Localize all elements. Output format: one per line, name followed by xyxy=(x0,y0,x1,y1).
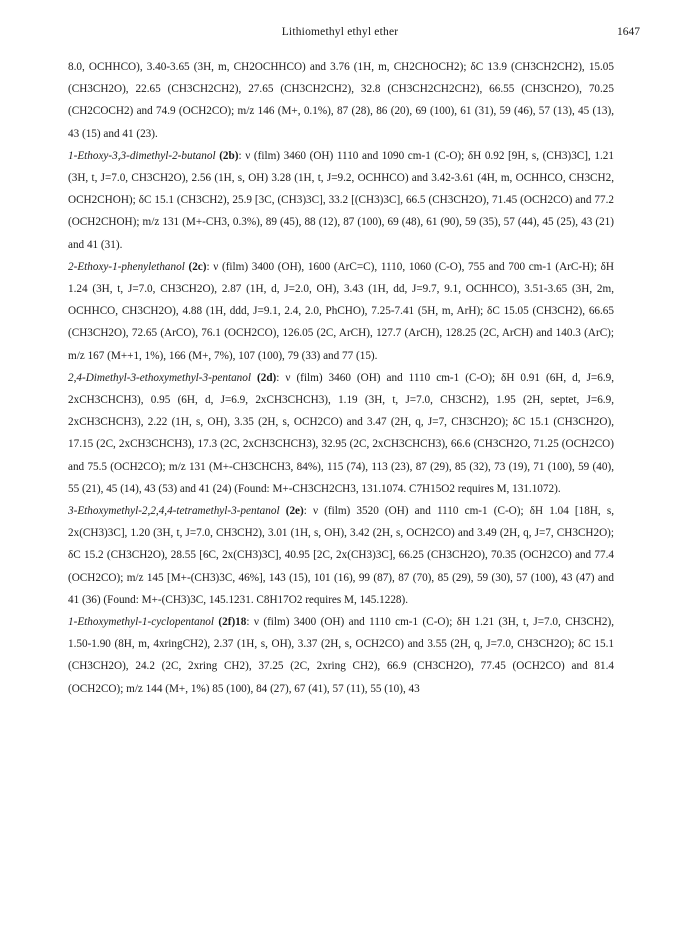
paragraph-text: : ν (film) 3400 (OH) and 1110 cm-1 (C-O); δH 1.21 (3H, t, J=7.0, CH3CH2), 1.50-1.90 (8H, m, 4xringCH2), 2.37 (1H, s, OH), 3.37 (2H, s, OCH2CO) and 3.55 (2H, q, J=7.0, CH3CH2O); δC 15.1 (CH3CH2O), 24.2 (2C, 2xring CH2), 37.25 (2C, 2xring CH2), 66.9 (CH3CH2O), 77.45 (OCH2CO) and 81.4 (OCH2CO); m/z 144 (M+, 1%) 85 (100), 84 (27), 67 (41), 57 (11), 55 (10), 43 xyxy=(68,616,614,695)
compound-code: (2e) xyxy=(285,505,304,518)
paragraph-text: : ν (film) 3520 (OH) and 1110 cm-1 (C-O); δH 1.04 [18H, s, 2x(CH3)3C], 1.20 (3H, t, J=7.0, CH3CH2), 3.01 (1H, s, OH), 3.42 (2H, s, OCH2CO) and 3.49 (2H, q, J=7, CH3CH2O); δC 15.2 (CH3CH2O), 28.55 [6C, 2x(CH3)3C], 40.95 [2C, 2x(CH3)3C], 66.25 (CH3CH2O), 70.35 (OCH2CO) and 77.4 (OCH2CO); m/z 145 [M+-(CH3)3C, 46%], 143 (15), 101 (16), 99 (87), 87 (70), 85 (29), 59 (30), 57 (100), 43 (47) and 41 (36) (Found: M+-(CH3)3C, 145.1231. C8H17O2 requires M, 145.1228). xyxy=(68,505,615,606)
paragraph-text: : ν (film) 3400 (OH), 1600 (ArC=C), 1110, 1060 (C-O), 755 and 700 cm-1 (ArC-H); δH 1.24 (3H, t, J=7.0, CH3CH2O), 2.87 (1H, d, J=2.0, OH), 3.43 (1H, dd, J=9.7, 9.1, OCHHCO), 3.51-3.65 (3H, 2m, OCHHCO, CH3CH2O), 4.88 (1H, ddd, J=9.1, 2.4, 2.0, PhCHO), 7.25-7.41 (5H, m, ArH); δC 15.05 (CH3CH2), 66.65 (CH3CH2O), 72.65 (ArCO), 76.1 (OCH2CO), 126.05 (2C, ArCH), 127.7 (ArCH), 128.25 (2C, ArCH) and 140.3 (ArC); m/z 167 (M++1, 1%), 166 (M+, 7%), 107 (100), 79 (33) and 77 (15). xyxy=(68,260,615,362)
paragraph-compound-2b xyxy=(68,145,614,256)
compound-name: 1-Ethoxy-3,3-dimethyl-2-butanol xyxy=(68,149,216,162)
paragraph-compound-2f xyxy=(68,611,614,700)
compound-name: 2-Ethoxy-1-phenylethanol xyxy=(68,260,185,273)
running-title: Lithiomethyl ethyl ether xyxy=(281,26,399,38)
paragraph-text: : ν (film) 3460 (OH) and 1110 cm-1 (C-O); δH 0.91 (6H, d, J=6.9, 2xCH3CHCH3), 0.95 (6H, d, J=6.9, 2xCH3CHCH3), 1.19 (3H, t, J=7.0, CH3CH2), 1.95 (2H, septet, J=6.9, 2xCH3CHCH3), 2.22 (1H, s, OH), 3.35 (2H, s, OCH2CO) and 3.47 (2H, q, J=7, CH3CH2O); δC 15.1 (CH3CH2O), 17.15 (2C, 2xCH3CHCH3), 17.3 (2C, 2xCH3CHCH3), 32.95 (2C, 2xCH3CHCH3), 66.6 (CH3CH2O, 71.25 (OCH2CO) and 75.5 (OCH2CO); m/z 131 (M+-CH3CHCH3, 84%), 115 (74), 113 (23), 87 (29), 85 (32), 73 (19), 71 (100), 59 (40), 55 (21), 45 (14), 43 (53) and 41 (24) (Found: M+-CH3CH2CH3, 131.1074. C7H15O2 requires M, 131.1072). xyxy=(68,371,615,495)
page-number: 1647 xyxy=(617,26,640,38)
compound-name: 1-Ethoxymethyl-1-cyclopentanol xyxy=(68,616,214,629)
compound-name: 2,4-Dimethyl-3-ethoxymethyl-3-pentanol xyxy=(68,371,251,384)
paragraph-compound-2d xyxy=(68,367,614,500)
compound-name: 3-Ethoxymethyl-2,2,4,4-tetramethyl-3-pentanol xyxy=(68,505,280,518)
compound-code: (2d) xyxy=(257,371,277,384)
compound-code: (2b) xyxy=(219,149,239,162)
paragraph-continued xyxy=(68,56,614,145)
paragraph-text: : ν (film) 3460 (OH) 1110 and 1090 cm-1 (C-O); δH 0.92 [9H, s, (CH3)3C], 1.21 (3H, t, J=7.0, CH3CH2O), 2.56 (1H, s, OH) 3.28 (1H, t, J=9.2, OCHHCO) and 3.42-3.61 (4H, m, OCHHCO, CH3CH2, OCH2CHOH); δC 15.1 (CH3CH2), 25.9 [3C, (CH3)3C], 33.2 [(CH3)3C], 66.5 (CH3CH2O), 71.45 (OCH2CO) and 77.2 (OCH2CHOH); m/z 131 (M+-CH3, 0.3%), 89 (45), 88 (12), 87 (100), 69 (48), 61 (90), 59 (35), 57 (44), 45 (25), 43 (21) and 41 (31). xyxy=(68,149,614,251)
compound-code: (2c) xyxy=(188,260,207,273)
paragraph-text: 8.0, OCHHCO), 3.40-3.65 (3H, m, CH2OCHHCO) and 3.76 (1H, m, CH2CHOCH2); δC 13.9 (CH3CH2CH2), 15.05 (CH3CH2O), 22.65 (CH3CH2CH2), 27.65 (CH3CH2CH2), 32.8 (CH3CH2CH2CH2), 66.55 (CH3CH2O), 70.25 (CH2COCH2) and 74.9 (OCH2CO); m/z 146 (M+, 0.1%), 87 (28), 86 (20), 69 (100), 61 (31), 59 (46), 57 (13), 45 (13), 43 (15) and 41 (23). xyxy=(68,61,614,140)
paragraph-compound-2c xyxy=(68,256,614,367)
compound-code: (2f)18 xyxy=(218,616,247,629)
paragraph-compound-2e xyxy=(68,500,614,611)
body-text xyxy=(68,56,614,700)
